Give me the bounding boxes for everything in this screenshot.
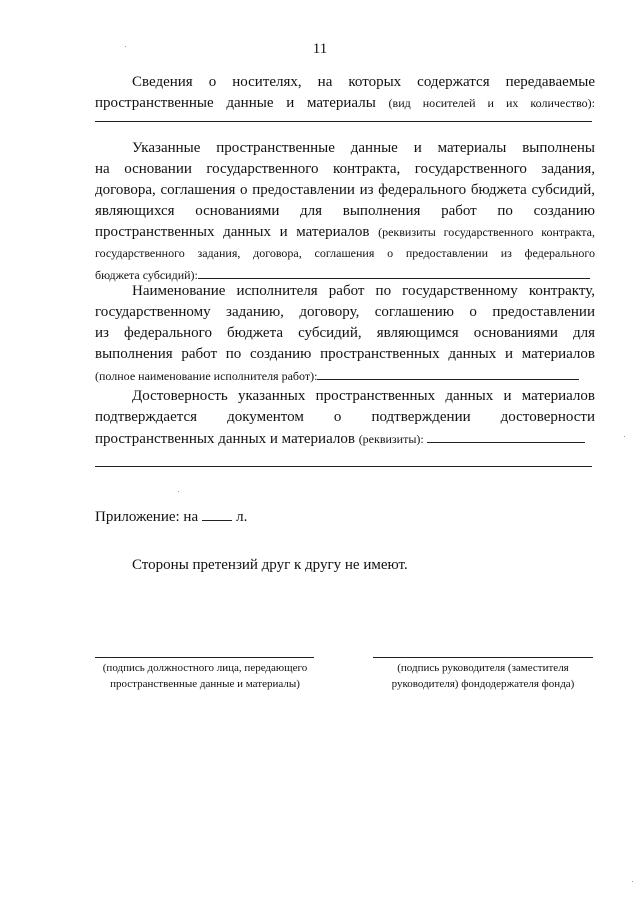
contractor-line-1: Наименование исполнителя работ по государственному контракту, [132, 283, 595, 299]
left-signature-line[interactable] [95, 657, 314, 658]
right-signature-caption: (подпись руководителя (заместителя руководителя) фондодержателя фонда) [391, 662, 575, 690]
contractor-line-4: выполнения работ по созданию пространственных данных и материалов [95, 346, 595, 362]
page-number: 11 [312, 41, 328, 57]
attachment-prefix: Приложение: на [95, 509, 199, 525]
left-signature-caption: (подпись должностного лица, передающего пространственные данные и материалы) [102, 662, 308, 690]
contractor-paragraph [95, 281, 595, 387]
validity-line-2: подтверждается документом о подтверждении достоверности [95, 409, 595, 425]
contractor-line-3: из федерального бюджета субсидий, являющимся основаниями для [95, 325, 595, 341]
contractor-fill-line[interactable] [317, 365, 579, 380]
no-claims-statement: Стороны претензий друг к другу не имеют. [132, 557, 408, 573]
media-info-paragraph [95, 72, 595, 114]
contractor-line-2: государственному заданию, договору, соглашению о предоставлении [95, 304, 595, 320]
scan-speck [624, 436, 625, 437]
scan-speck [125, 46, 126, 47]
validity-line-3: пространственных данных и материалов (реквизиты): [95, 428, 595, 450]
basis-line-3: договора, соглашения о предоставлении из федерального бюджета субсидий, [95, 182, 595, 198]
validity-fill-line[interactable] [427, 428, 585, 443]
validity-line-1: Достоверность указанных пространственных данных и материалов [132, 388, 595, 404]
attachment-line [95, 506, 247, 526]
basis-line-4: являющихся основаниями для выполнения работ по созданию [95, 203, 595, 219]
basis-line-1: Указанные пространственные данные и материалы выполнены [132, 140, 595, 156]
media-info-line-2: пространственные данные и материалы (вид носителей и их количество): [95, 95, 596, 111]
scan-speck [178, 491, 179, 492]
contractor-line-5: (полное наименование исполнителя работ): [95, 365, 595, 387]
validity-paragraph [95, 386, 595, 450]
basis-line-2: на основании государственного контракта, государственного задания, [95, 161, 595, 177]
validity-fill-line-2[interactable] [95, 466, 592, 467]
basis-line-6: государственного задания, договора, соглашения о предоставлении из федерального [95, 246, 595, 260]
attachment-pages-blank[interactable] [202, 506, 232, 521]
media-info-line-1: Сведения о носителях, на которых содержатся передаваемые [132, 74, 595, 90]
media-info-fill-line[interactable] [95, 121, 592, 122]
basis-fill-line[interactable] [198, 264, 590, 279]
basis-line-7: бюджета субсидий): [95, 264, 595, 286]
right-signature-line[interactable] [373, 657, 593, 658]
scan-speck [632, 881, 633, 882]
basis-line-5: пространственных данных и материалов (реквизиты государственного контракта, [95, 224, 595, 240]
basis-paragraph [95, 138, 595, 286]
attachment-suffix: л. [236, 509, 248, 525]
